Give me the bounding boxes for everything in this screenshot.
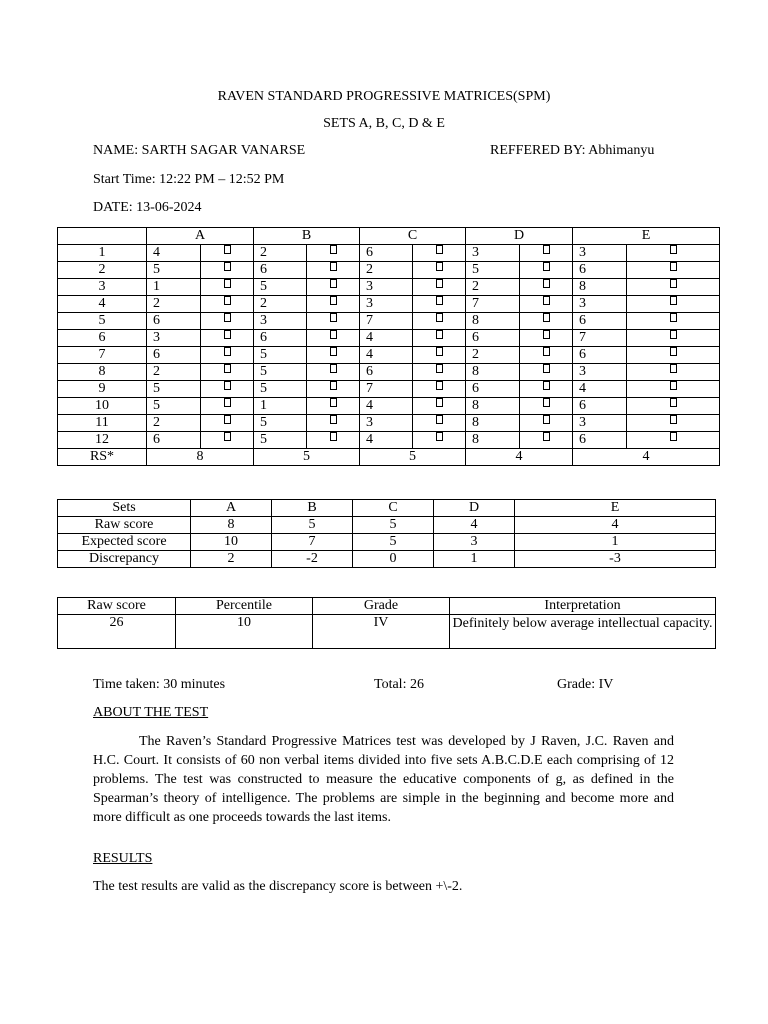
answer-cell: 8 xyxy=(573,279,627,296)
answer-cell: 6 xyxy=(254,262,307,279)
check-mark-icon xyxy=(670,398,677,407)
check-cell xyxy=(627,262,720,279)
results-text: The test results are valid as the discrepancy score is between +\-2. xyxy=(93,879,463,894)
check-cell xyxy=(201,330,254,347)
answer-cell: 7 xyxy=(466,296,520,313)
discrepancy-cell: 1 xyxy=(515,534,716,551)
answer-cell: 6 xyxy=(147,432,201,449)
discrepancy-header-cell: E xyxy=(515,500,716,517)
check-cell xyxy=(520,262,573,279)
item-number: 4 xyxy=(58,296,147,313)
item-number: 3 xyxy=(58,279,147,296)
check-mark-icon xyxy=(330,330,337,339)
check-mark-icon xyxy=(330,262,337,271)
discrepancy-row xyxy=(58,534,716,551)
answer-cell: 3 xyxy=(573,364,627,381)
grade-cell: IV xyxy=(313,615,450,649)
check-mark-icon xyxy=(543,381,550,390)
check-mark-icon xyxy=(670,347,677,356)
check-mark-icon xyxy=(670,381,677,390)
discrepancy-row xyxy=(58,517,716,534)
answer-cell: 3 xyxy=(360,415,413,432)
check-mark-icon xyxy=(224,330,231,339)
check-cell xyxy=(520,279,573,296)
check-mark-icon xyxy=(330,245,337,254)
answer-cell: 3 xyxy=(360,296,413,313)
check-cell xyxy=(627,296,720,313)
check-cell xyxy=(201,313,254,330)
check-cell xyxy=(307,347,360,364)
answer-cell: 2 xyxy=(147,364,201,381)
check-mark-icon xyxy=(224,415,231,424)
answer-cell: 6 xyxy=(573,347,627,364)
item-number: 10 xyxy=(58,398,147,415)
check-mark-icon xyxy=(670,415,677,424)
item-number: 1 xyxy=(58,245,147,262)
rs-value: 5 xyxy=(254,449,360,466)
check-mark-icon xyxy=(436,296,443,305)
check-mark-icon xyxy=(543,364,550,373)
total-score: Total: 26 xyxy=(374,677,424,692)
set-header: C xyxy=(360,228,466,245)
check-mark-icon xyxy=(224,432,231,441)
answer-row xyxy=(58,279,720,296)
answer-cell: 3 xyxy=(147,330,201,347)
summary-header-cell: Interpretation xyxy=(450,598,716,615)
answer-cell: 6 xyxy=(573,432,627,449)
answer-cell: 4 xyxy=(360,347,413,364)
discrepancy-row-label: Raw score xyxy=(58,517,191,534)
page-title: RAVEN STANDARD PROGRESSIVE MATRICES(SPM) xyxy=(217,89,551,104)
check-cell xyxy=(413,313,466,330)
check-mark-icon xyxy=(330,364,337,373)
check-mark-icon xyxy=(224,313,231,322)
answer-cell: 8 xyxy=(466,415,520,432)
check-cell xyxy=(201,381,254,398)
check-mark-icon xyxy=(543,415,550,424)
check-cell xyxy=(413,432,466,449)
check-mark-icon xyxy=(670,364,677,373)
check-mark-icon xyxy=(330,279,337,288)
answer-cell: 5 xyxy=(147,262,201,279)
discrepancy-cell: 5 xyxy=(353,534,434,551)
answer-cell: 2 xyxy=(360,262,413,279)
check-mark-icon xyxy=(224,381,231,390)
summary-header-cell: Percentile xyxy=(176,598,313,615)
answers-header-row xyxy=(58,228,720,245)
raw-score-cell: 26 xyxy=(58,615,176,649)
answer-cell: 3 xyxy=(360,279,413,296)
discrepancy-table xyxy=(57,499,716,568)
check-cell xyxy=(307,432,360,449)
answer-cell: 2 xyxy=(466,279,520,296)
answer-row xyxy=(58,381,720,398)
discrepancy-cell: -2 xyxy=(272,551,353,568)
about-paragraph: The Raven’s Standard Progressive Matrices test was developed by J Raven, J.C. Raven and H.C. Court. It consists of 60 non verbal items divided into five sets A.B.C.D.E each comprising of 12 problems. The test was constructed to measure the educative components of g, as defined in the Spearman’s theory of intelligence. The problems are simple in the beginning and become more and more difficult as one proceeds towards the last items. xyxy=(93,734,674,825)
answer-cell: 4 xyxy=(573,381,627,398)
answer-cell: 6 xyxy=(466,330,520,347)
discrepancy-header-cell: D xyxy=(434,500,515,517)
check-cell xyxy=(201,398,254,415)
test-date: DATE: 13-06-2024 xyxy=(93,200,202,215)
answer-cell: 4 xyxy=(147,245,201,262)
check-cell xyxy=(307,262,360,279)
check-cell xyxy=(627,245,720,262)
check-cell xyxy=(627,364,720,381)
check-cell xyxy=(520,313,573,330)
check-mark-icon xyxy=(670,296,677,305)
answer-cell: 3 xyxy=(573,415,627,432)
check-mark-icon xyxy=(436,398,443,407)
check-mark-icon xyxy=(543,313,550,322)
answer-cell: 6 xyxy=(573,262,627,279)
check-cell xyxy=(307,245,360,262)
check-mark-icon xyxy=(543,245,550,254)
start-time: Start Time: 12:22 PM – 12:52 PM xyxy=(93,172,285,187)
check-cell xyxy=(520,398,573,415)
answer-cell: 1 xyxy=(147,279,201,296)
time-taken: Time taken: 30 minutes xyxy=(93,677,226,692)
check-mark-icon xyxy=(436,432,443,441)
check-mark-icon xyxy=(543,347,550,356)
check-cell xyxy=(627,330,720,347)
answer-row xyxy=(58,398,720,415)
set-header: A xyxy=(147,228,254,245)
check-cell xyxy=(413,347,466,364)
check-mark-icon xyxy=(670,279,677,288)
check-cell xyxy=(627,313,720,330)
check-mark-icon xyxy=(543,398,550,407)
discrepancy-header-cell: Sets xyxy=(58,500,191,517)
check-cell xyxy=(307,330,360,347)
check-cell xyxy=(627,347,720,364)
check-cell xyxy=(307,381,360,398)
check-mark-icon xyxy=(330,398,337,407)
discrepancy-cell: -3 xyxy=(515,551,716,568)
discrepancy-row-label: Discrepancy xyxy=(58,551,191,568)
discrepancy-cell: 4 xyxy=(515,517,716,534)
check-mark-icon xyxy=(543,330,550,339)
rs-value: 5 xyxy=(360,449,466,466)
discrepancy-cell: 8 xyxy=(191,517,272,534)
percentile-cell: 10 xyxy=(176,615,313,649)
discrepancy-row xyxy=(58,551,716,568)
check-cell xyxy=(520,381,573,398)
check-cell xyxy=(201,262,254,279)
item-number: 6 xyxy=(58,330,147,347)
set-header: D xyxy=(466,228,573,245)
check-mark-icon xyxy=(224,398,231,407)
rs-value: 4 xyxy=(466,449,573,466)
answer-cell: 2 xyxy=(466,347,520,364)
check-cell xyxy=(520,432,573,449)
answer-cell: 6 xyxy=(254,330,307,347)
discrepancy-cell: 5 xyxy=(272,517,353,534)
check-mark-icon xyxy=(224,279,231,288)
check-mark-icon xyxy=(330,432,337,441)
item-number: 8 xyxy=(58,364,147,381)
check-mark-icon xyxy=(330,415,337,424)
answer-row xyxy=(58,330,720,347)
check-mark-icon xyxy=(436,330,443,339)
check-cell xyxy=(307,364,360,381)
raw-score-row xyxy=(58,449,720,466)
check-cell xyxy=(520,347,573,364)
answer-cell: 7 xyxy=(573,330,627,347)
answer-cell: 5 xyxy=(147,398,201,415)
answer-cell: 4 xyxy=(360,330,413,347)
check-mark-icon xyxy=(436,262,443,271)
item-number: 7 xyxy=(58,347,147,364)
set-header: E xyxy=(573,228,720,245)
answer-cell: 3 xyxy=(466,245,520,262)
check-mark-icon xyxy=(436,347,443,356)
answer-cell: 5 xyxy=(254,347,307,364)
check-mark-icon xyxy=(436,381,443,390)
results-heading: RESULTS xyxy=(93,851,153,866)
check-mark-icon xyxy=(224,296,231,305)
answer-cell: 5 xyxy=(254,364,307,381)
rs-value: 8 xyxy=(147,449,254,466)
answer-cell: 6 xyxy=(147,347,201,364)
answer-cell: 6 xyxy=(147,313,201,330)
answer-cell: 7 xyxy=(360,381,413,398)
check-cell xyxy=(413,364,466,381)
check-cell xyxy=(627,398,720,415)
discrepancy-cell: 1 xyxy=(434,551,515,568)
check-cell xyxy=(520,296,573,313)
check-cell xyxy=(413,279,466,296)
check-mark-icon xyxy=(436,245,443,254)
check-cell xyxy=(307,313,360,330)
check-mark-icon xyxy=(670,313,677,322)
summary-row xyxy=(58,615,716,649)
discrepancy-cell: 7 xyxy=(272,534,353,551)
check-cell xyxy=(413,296,466,313)
check-cell xyxy=(413,415,466,432)
check-mark-icon xyxy=(436,415,443,424)
check-mark-icon xyxy=(670,432,677,441)
check-mark-icon xyxy=(670,262,677,271)
answer-cell: 2 xyxy=(147,415,201,432)
discrepancy-header-row xyxy=(58,500,716,517)
check-cell xyxy=(627,381,720,398)
check-mark-icon xyxy=(224,364,231,373)
check-cell xyxy=(201,296,254,313)
answer-cell: 2 xyxy=(254,245,307,262)
check-cell xyxy=(413,330,466,347)
answer-cell: 1 xyxy=(254,398,307,415)
rs-label: RS* xyxy=(58,449,147,466)
check-cell xyxy=(520,330,573,347)
discrepancy-cell: 2 xyxy=(191,551,272,568)
interpretation-cell: Definitely below average intellectual capacity. xyxy=(450,615,716,649)
check-mark-icon xyxy=(224,245,231,254)
check-cell xyxy=(201,245,254,262)
answer-cell: 6 xyxy=(360,245,413,262)
answer-cell: 5 xyxy=(466,262,520,279)
answer-cell: 5 xyxy=(254,415,307,432)
answer-row xyxy=(58,415,720,432)
discrepancy-header-cell: B xyxy=(272,500,353,517)
set-header: B xyxy=(254,228,360,245)
answer-cell: 4 xyxy=(360,432,413,449)
corner-cell xyxy=(58,228,147,245)
discrepancy-cell: 0 xyxy=(353,551,434,568)
check-cell xyxy=(201,279,254,296)
check-cell xyxy=(413,262,466,279)
check-cell xyxy=(307,415,360,432)
answer-cell: 7 xyxy=(360,313,413,330)
item-number: 11 xyxy=(58,415,147,432)
item-number: 2 xyxy=(58,262,147,279)
check-cell xyxy=(413,245,466,262)
check-mark-icon xyxy=(330,381,337,390)
sets-line: SETS A, B, C, D & E xyxy=(323,116,445,131)
answer-cell: 6 xyxy=(573,313,627,330)
check-cell xyxy=(201,364,254,381)
answer-row xyxy=(58,347,720,364)
answers-table xyxy=(57,227,720,466)
check-cell xyxy=(413,398,466,415)
answer-cell: 6 xyxy=(466,381,520,398)
client-name: NAME: SARTH SAGAR VANARSE xyxy=(93,143,306,158)
check-cell xyxy=(307,398,360,415)
discrepancy-header-cell: A xyxy=(191,500,272,517)
check-mark-icon xyxy=(224,262,231,271)
check-cell xyxy=(201,432,254,449)
final-grade: Grade: IV xyxy=(557,677,614,692)
check-mark-icon xyxy=(543,262,550,271)
check-mark-icon xyxy=(330,313,337,322)
check-mark-icon xyxy=(436,279,443,288)
check-mark-icon xyxy=(543,296,550,305)
check-cell xyxy=(520,245,573,262)
check-mark-icon xyxy=(224,347,231,356)
answer-cell: 8 xyxy=(466,313,520,330)
answer-row xyxy=(58,313,720,330)
item-number: 12 xyxy=(58,432,147,449)
answer-cell: 5 xyxy=(254,381,307,398)
discrepancy-cell: 3 xyxy=(434,534,515,551)
answer-row xyxy=(58,296,720,313)
check-mark-icon xyxy=(436,364,443,373)
answer-row xyxy=(58,245,720,262)
check-cell xyxy=(520,415,573,432)
check-cell xyxy=(201,415,254,432)
check-cell xyxy=(307,279,360,296)
check-mark-icon xyxy=(436,313,443,322)
answer-cell: 5 xyxy=(147,381,201,398)
check-cell xyxy=(627,432,720,449)
check-cell xyxy=(627,415,720,432)
check-cell xyxy=(413,381,466,398)
answer-cell: 8 xyxy=(466,364,520,381)
discrepancy-cell: 5 xyxy=(353,517,434,534)
answer-cell: 8 xyxy=(466,432,520,449)
answer-cell: 2 xyxy=(147,296,201,313)
answer-row xyxy=(58,262,720,279)
check-mark-icon xyxy=(543,432,550,441)
item-number: 9 xyxy=(58,381,147,398)
check-mark-icon xyxy=(670,245,677,254)
check-mark-icon xyxy=(330,347,337,356)
item-number: 5 xyxy=(58,313,147,330)
answer-row xyxy=(58,364,720,381)
check-cell xyxy=(307,296,360,313)
discrepancy-cell: 4 xyxy=(434,517,515,534)
answer-cell: 3 xyxy=(573,245,627,262)
answer-row xyxy=(58,432,720,449)
check-mark-icon xyxy=(330,296,337,305)
check-cell xyxy=(520,364,573,381)
referred-by: REFFERED BY: Abhimanyu xyxy=(490,143,655,158)
answer-cell: 4 xyxy=(360,398,413,415)
check-mark-icon xyxy=(670,330,677,339)
answer-cell: 5 xyxy=(254,279,307,296)
check-cell xyxy=(201,347,254,364)
answer-cell: 2 xyxy=(254,296,307,313)
answer-cell: 3 xyxy=(573,296,627,313)
summary-header-row xyxy=(58,598,716,615)
check-mark-icon xyxy=(543,279,550,288)
summary-header-cell: Grade xyxy=(313,598,450,615)
check-cell xyxy=(627,279,720,296)
about-heading: ABOUT THE TEST xyxy=(93,705,209,720)
answer-cell: 8 xyxy=(466,398,520,415)
summary-table xyxy=(57,597,716,649)
answer-cell: 6 xyxy=(360,364,413,381)
rs-value: 4 xyxy=(573,449,720,466)
discrepancy-cell: 10 xyxy=(191,534,272,551)
discrepancy-row-label: Expected score xyxy=(58,534,191,551)
answer-cell: 3 xyxy=(254,313,307,330)
discrepancy-header-cell: C xyxy=(353,500,434,517)
summary-header-cell: Raw score xyxy=(58,598,176,615)
answer-cell: 6 xyxy=(573,398,627,415)
answer-cell: 5 xyxy=(254,432,307,449)
